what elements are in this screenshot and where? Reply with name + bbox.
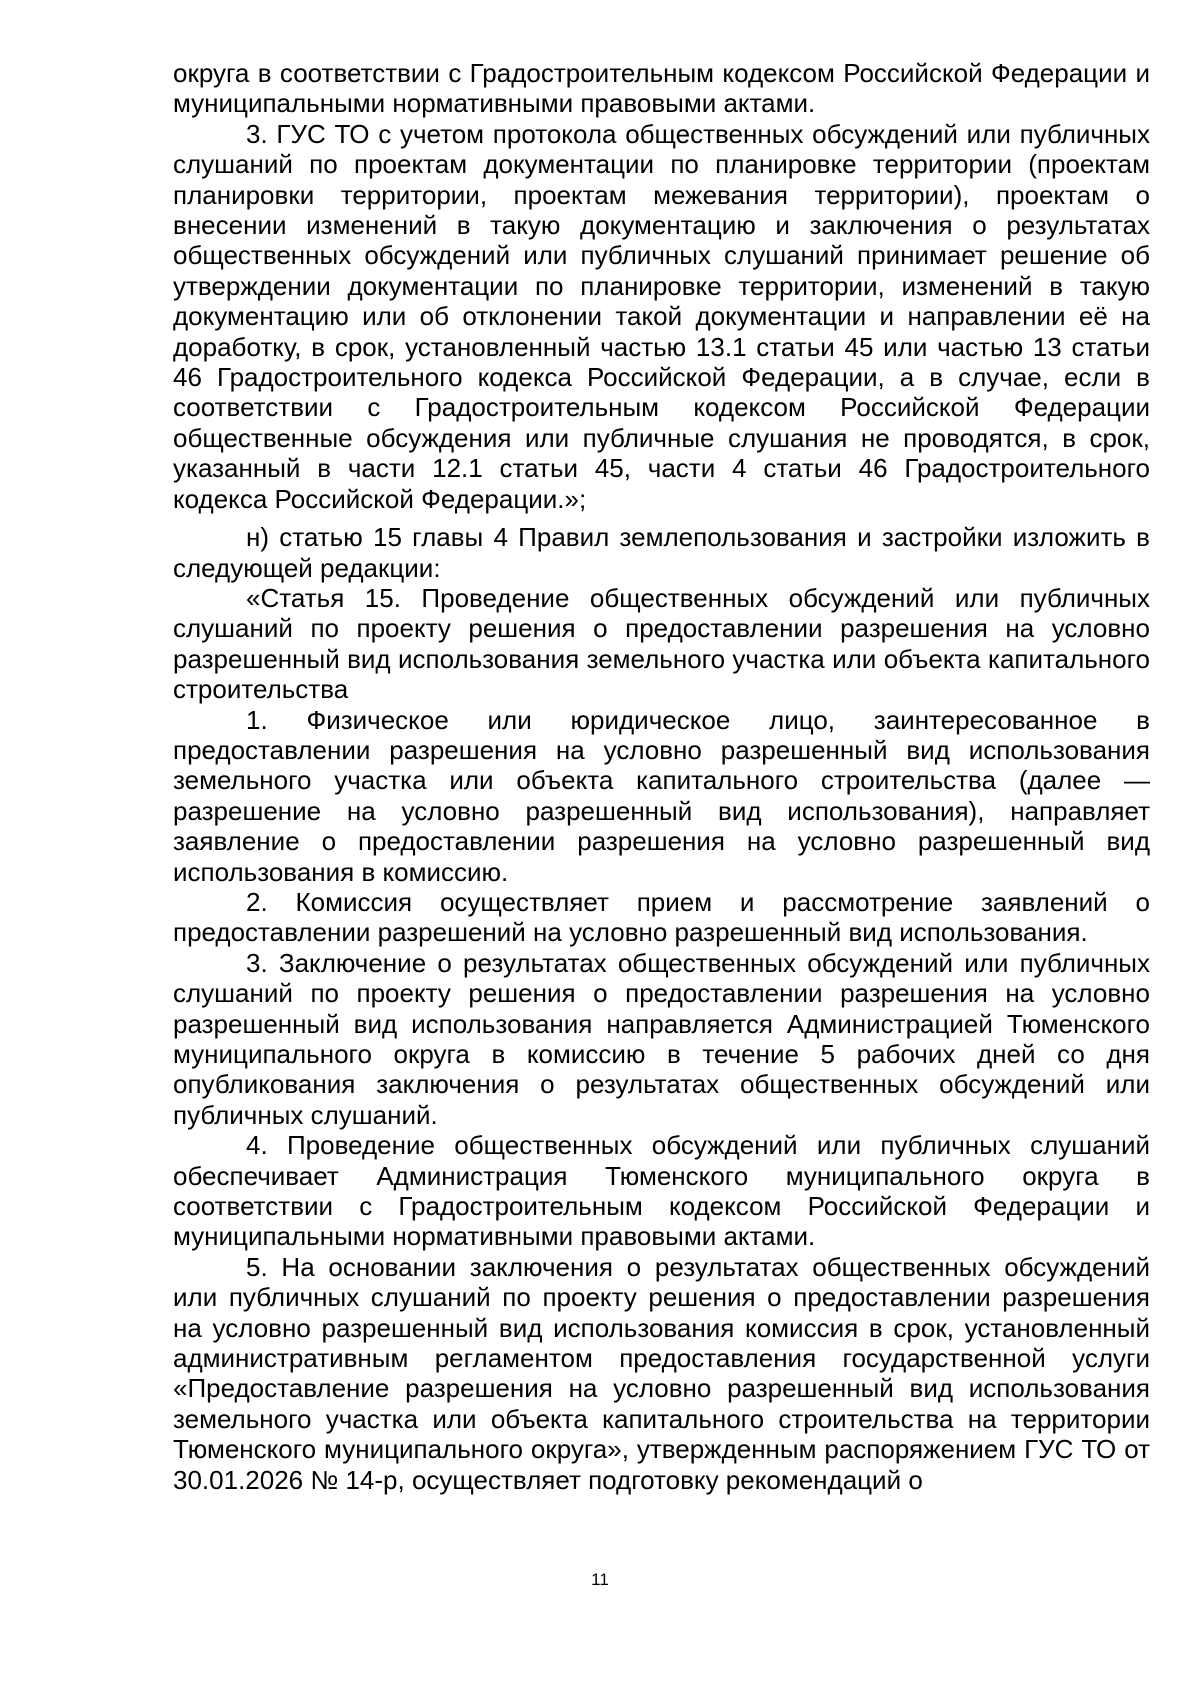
article-15-item-5: 5. На основании заключения о результатах общественных обсуждений или публичных слушаний по проекту решения о предоставлении разрешения на условно разрешенный вид использования комиссия в срок, установленный административным регламентом предоставления государственной услуги «Предоставление разрешения на условно разрешенный вид использования земельного участка или объекта капитального строительства на территории Тюменского муниципального округа», утвержденным распоряжением ГУС ТО от 30.01.2026 № 14-р, осуществляет подготовку рекомендаций о bbox=[173, 1251, 1150, 1495]
article-15-item-2: 2. Комиссия осуществляет прием и рассмотрение заявлений о предоставлении разрешений на условно разрешенный вид использования. bbox=[173, 886, 1150, 948]
paragraph-continuation: округа в соответствии с Градостроительным кодексом Российской Федерации и муниципальными нормативными правовыми актами. bbox=[173, 58, 1150, 119]
article-15-item-1: 1. Физическое или юридическое лицо, заинтересованное в предоставлении разрешения на условно разрешенный вид использования земельного участка или объекта капитального строительства (далее — разрешение на условно разрешенный вид использования), направляет заявление о предоставлении разрешения на условно разрешенный вид использования в комиссию. bbox=[173, 704, 1150, 887]
article-15-heading: «Статья 15. Проведение общественных обсуждений или публичных слушаний по проекту решения о предоставлении разрешения на условно разрешенный вид использования земельного участка или объекта капитального строительства bbox=[173, 582, 1150, 705]
article-15-item-4: 4. Проведение общественных обсуждений или публичных слушаний обеспечивает Администрация Тюменского муниципального округа в соответствии с Градостроительным кодексом Российской Федерации и муниципальными нормативными правовыми актами. bbox=[173, 1130, 1150, 1252]
paragraph-item-3-gus-to: 3. ГУС ТО с учетом протокола общественных обсуждений или публичных слушаний по проектам документации по планировке территории (проектам планировки территории, проектам межевания территории), проектам о внесении изменений в такую документацию и заключения о результатах общественных обсуждений или публичных слушаний принимает решение об утверждении документации по планировке территории, изменений в такую документацию или об отклонении такой документации и направлении её на доработку, в срок, установленный частью 13.1 статьи 45 или частью 13 статьи 46 Градостроительного кодекса Российской Федерации, а в случае, если в соответствии с Градостроительным кодексом Российской Федерации общественные обсуждения или публичные слушания не проводятся, в срок, указанный в части 12.1 статьи 45, части 4 статьи 46 Градостроительного кодекса Российской Федерации.»; bbox=[173, 118, 1150, 514]
document-page bbox=[173, 58, 1150, 1495]
article-15-item-3: 3. Заключение о результатах общественных обсуждений или публичных слушаний по проекту решения о предоставлении разрешения на условно разрешенный вид использования направляется Администрацией Тюменского муниципального округа в комиссию в течение 5 рабочих дней со дня опубликования заключения о результатах общественных обсуждений или публичных слушаний. bbox=[173, 947, 1150, 1130]
paragraph-amendment-n: н) статью 15 главы 4 Правил землепользования и застройки изложить в следующей редакции: bbox=[173, 522, 1150, 583]
page-number: 11 bbox=[591, 1570, 609, 1589]
